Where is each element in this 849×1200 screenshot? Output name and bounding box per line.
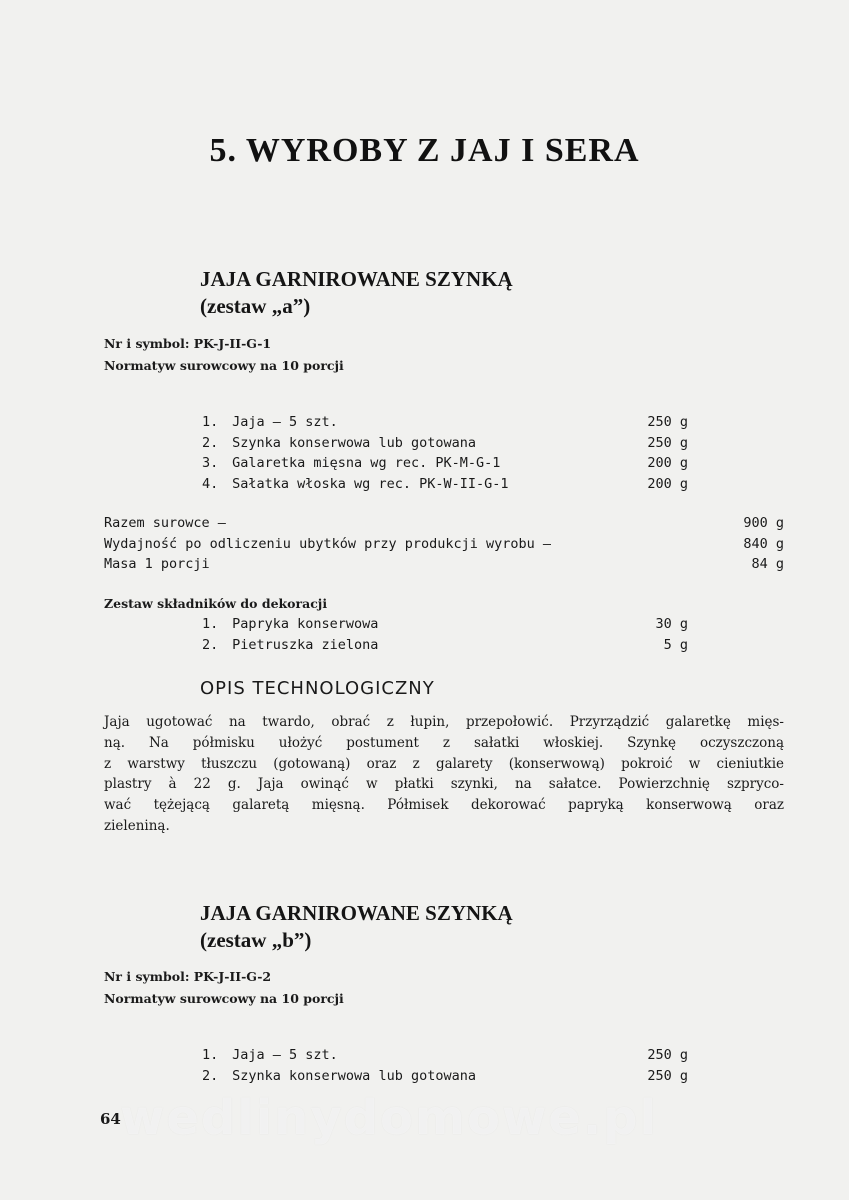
technology-heading: OPIS TECHNOLOGICZNY (200, 678, 435, 699)
recipe-b-heading (200, 900, 513, 954)
ingredient-name: Galaretka mięsna wg rec. PK-M-G-1 (232, 455, 501, 471)
recipe-a-norm: Normatyw surowcowy na 10 porcji (104, 358, 344, 373)
decoration-qty: 5 g (663, 636, 688, 653)
recipe-b-norm: Normatyw surowcowy na 10 porcji (104, 991, 344, 1006)
ingredient-qty: 250 g (647, 434, 688, 451)
decoration-number: 2. (202, 636, 219, 653)
ingredient-name: Jaja — 5 szt. (232, 1047, 338, 1063)
description-line: plastry à 22 g. Jaja owinąć w płatki szynki, na sałatce. Powierzchnię szpryco- (104, 776, 784, 793)
decoration-name: Papryka konserwowa (232, 616, 379, 632)
description-line: Jaja ugotować na twardo, obrać z łupin, przepołowić. Przyrządzić galaretkę mięs- (104, 714, 784, 730)
ingredient-qty: 200 g (647, 455, 688, 471)
ingredient-number: 3. (202, 455, 219, 471)
decoration-heading: Zestaw składników do dekoracji (104, 596, 328, 611)
recipe-a-heading (200, 266, 513, 320)
recipe-b-title: JAJA GARNIROWANE SZYNKĄ (200, 901, 513, 925)
decoration-number: 1. (202, 616, 219, 632)
description-line: z warstwy tłuszczu (gotowaną) oraz z galarety (konserwową) pokroić w cieniutkie (104, 755, 784, 772)
ingredient-qty: 250 g (647, 1067, 688, 1084)
technology-description (104, 712, 784, 837)
decoration-qty: 30 g (655, 616, 688, 632)
ingredient-qty: 200 g (647, 475, 688, 492)
ingredient-row (202, 1066, 688, 1087)
ingredient-qty: 250 g (647, 1047, 688, 1063)
recipe-a-meta (104, 333, 344, 377)
description-line: wać tężejącą galaretą mięsną. Półmisek dekorować papryką konserwową oraz (104, 797, 784, 814)
recipe-a-symbol: Nr i symbol: PK-J-II-G-1 (104, 336, 272, 351)
total-value: 900 g (743, 515, 784, 531)
recipe-b-symbol: Nr i symbol: PK-J-II-G-2 (104, 969, 272, 984)
total-row (104, 513, 784, 534)
total-label: Razem surowce — (104, 515, 226, 531)
decoration-list (202, 614, 688, 655)
ingredient-number: 2. (202, 1067, 219, 1084)
ingredient-row (202, 412, 688, 433)
watermark: wedlinydomowe.pl (120, 1090, 658, 1146)
ingredient-row (202, 453, 688, 474)
recipe-a-ingredients (202, 412, 688, 494)
ingredient-number: 4. (202, 475, 219, 492)
ingredient-qty: 250 g (647, 414, 688, 430)
recipe-a-subtitle: (zestaw „a”) (200, 294, 311, 318)
page-number: 64 (100, 1110, 121, 1128)
recipe-b-ingredients (202, 1045, 688, 1086)
decoration-name: Pietruszka zielona (232, 636, 379, 653)
total-row (104, 534, 784, 555)
ingredient-number: 2. (202, 434, 219, 451)
recipe-a-title: JAJA GARNIROWANE SZYNKĄ (200, 267, 513, 291)
total-row (104, 554, 784, 575)
decoration-row (202, 635, 688, 656)
decoration-row (202, 614, 688, 635)
recipe-b-subtitle: (zestaw „b”) (200, 928, 312, 952)
ingredient-row (202, 433, 688, 454)
recipe-a-totals (104, 513, 784, 575)
ingredient-row (202, 1045, 688, 1066)
ingredient-name: Jaja — 5 szt. (232, 414, 338, 430)
total-label: Wydajność po odliczeniu ubytków przy produkcji wyrobu — (104, 535, 552, 552)
ingredient-name: Sałatka włoska wg rec. PK-W-II-G-1 (232, 475, 509, 492)
total-label: Masa 1 porcji (104, 556, 210, 572)
ingredient-row (202, 474, 688, 495)
total-value: 84 g (751, 556, 784, 572)
total-value: 840 g (743, 535, 784, 552)
ingredient-name: Szynka konserwowa lub gotowana (232, 434, 476, 451)
recipe-b-meta (104, 966, 344, 1010)
ingredient-number: 1. (202, 414, 219, 430)
description-line: zieleniną. (104, 817, 170, 834)
chapter-title: 5. WYROBY Z JAJ I SERA (209, 132, 640, 169)
description-line: ną. Na półmisku ułożyć postument z sałatki włoskiej. Szynkę oczyszczoną (104, 734, 784, 751)
ingredient-name: Szynka konserwowa lub gotowana (232, 1067, 476, 1084)
ingredient-number: 1. (202, 1047, 219, 1063)
